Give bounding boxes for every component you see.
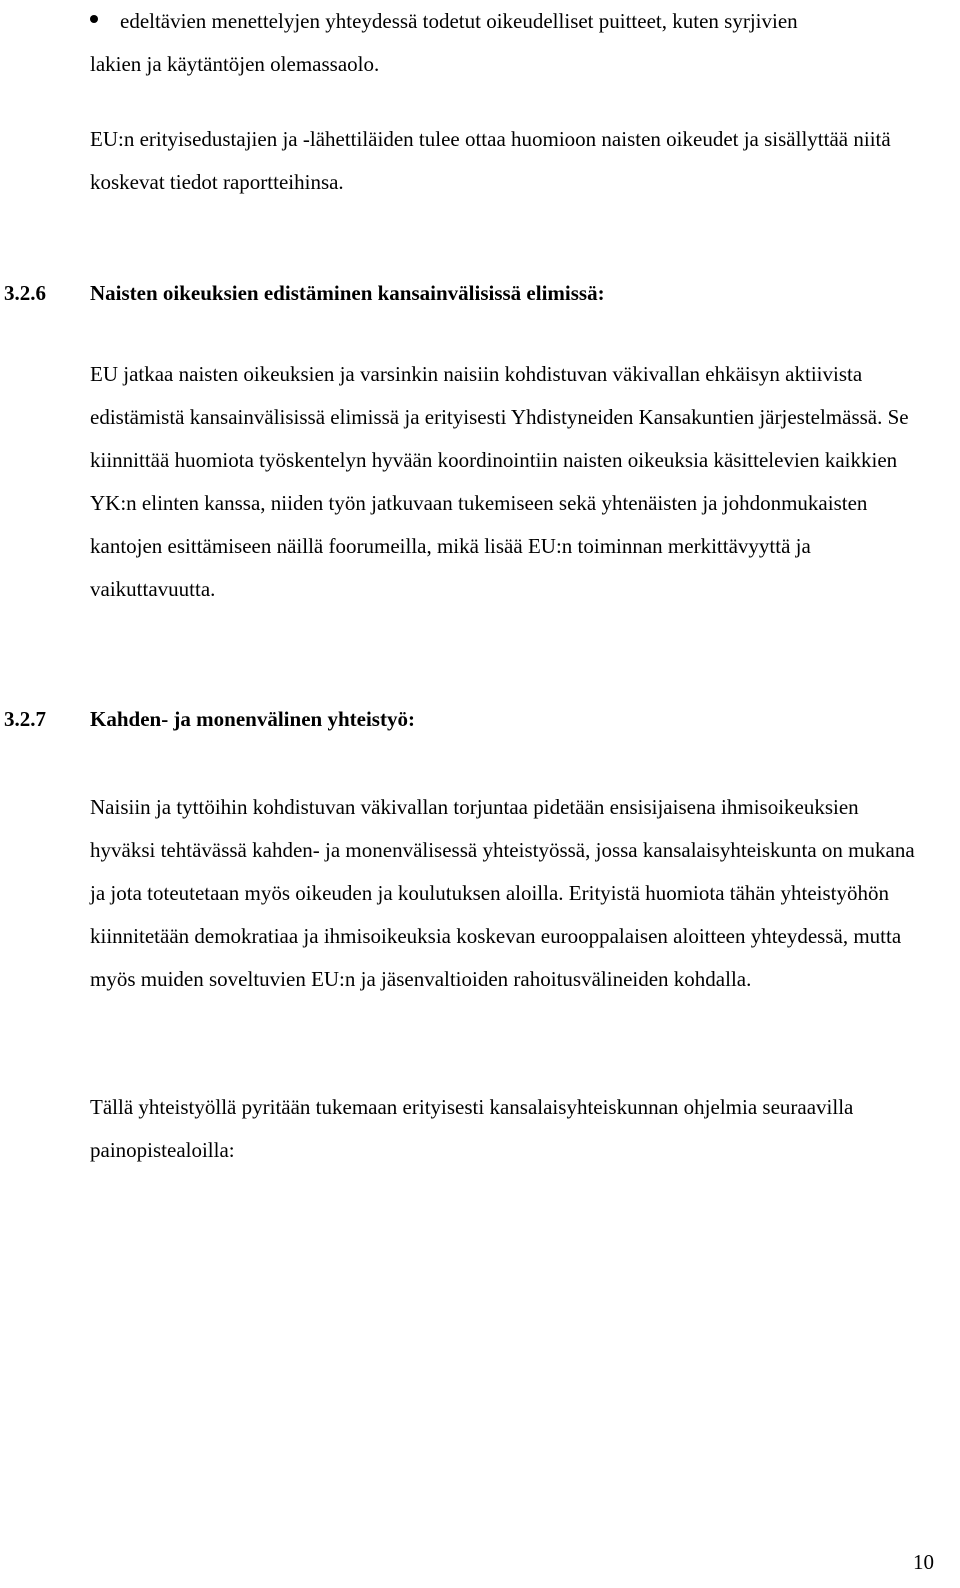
bullet-line-1: edeltävien menettelyjen yhteydessä todetut oikeudelliset puitteet, kuten syrjivien: [120, 9, 798, 33]
section-title: Kahden- ja monenvälinen yhteistyö:: [90, 707, 415, 731]
section-heading-3-2-7: 3.2.7 Kahden- ja monenvälinen yhteistyö:: [4, 707, 415, 731]
paragraph-3-2-7-body-2: Tällä yhteistyöllä pyritään tukemaan erityisesti kansalaisyhteiskunnan ohjelmia seuraavilla painopistealoilla:: [90, 1095, 854, 1162]
section-title: Naisten oikeuksien edistäminen kansainvälisissä elimissä:: [90, 281, 605, 305]
page-number: 10: [913, 1550, 934, 1574]
bullet-text: [90, 0, 910, 86]
bullet-icon: [90, 15, 98, 23]
bullet-line-2: lakien ja käytäntöjen olemassaolo.: [90, 52, 380, 76]
paragraph-erityisedustajat: EU:n erityisedustajien ja -lähettiläiden tulee ottaa huomioon naisten oikeudet ja sisällyttää niitä koskevat tiedot raportteihinsa.: [90, 127, 891, 194]
paragraph-3-2-6-body: EU jatkaa naisten oikeuksien ja varsinkin naisiin kohdistuvan väkivallan ehkäisyn aktiivista edistämistä kansainvälisissä elimissä ja erityisesti Yhdistyneiden Kansakuntien järjestelmässä. Se kiinnittää huomiota työskentelyn hyvään koordinointiin naisten oikeuksia käsittelevien kaikkien YK:n elinten kanssa, niiden työn jatkuvaan tukemiseen sekä yhtenäisten ja johdonmukaisten kantojen esittämiseen näillä foorumeilla, mikä lisää EU:n toiminnan merkittävyyttä ja vaikuttavuutta.: [90, 362, 909, 601]
paragraph-3-2-7-body: Naisiin ja tyttöihin kohdistuvan väkivallan torjuntaa pidetään ensisijaisena ihmisoikeuksien hyväksi tehtävässä kahden- ja monenvälisessä yhteistyössä, jossa kansalaisyhteiskunta on mukana ja jota toteutetaan myös oikeuden ja koulutuksen aloilla. Erityistä huomiota tähän yhteistyöhön kiinnitetään demokratiaa ja ihmisoikeuksia koskevan eurooppalaisen aloitteen yhteydessä, mutta myös muiden soveltuvien EU:n ja jäsenvaltioiden rahoitusvälineiden kohdalla.: [90, 795, 915, 991]
section-heading-3-2-6: 3.2.6 Naisten oikeuksien edistäminen kansainvälisissä elimissä:: [4, 281, 605, 305]
bullet-list-item: [90, 0, 910, 86]
